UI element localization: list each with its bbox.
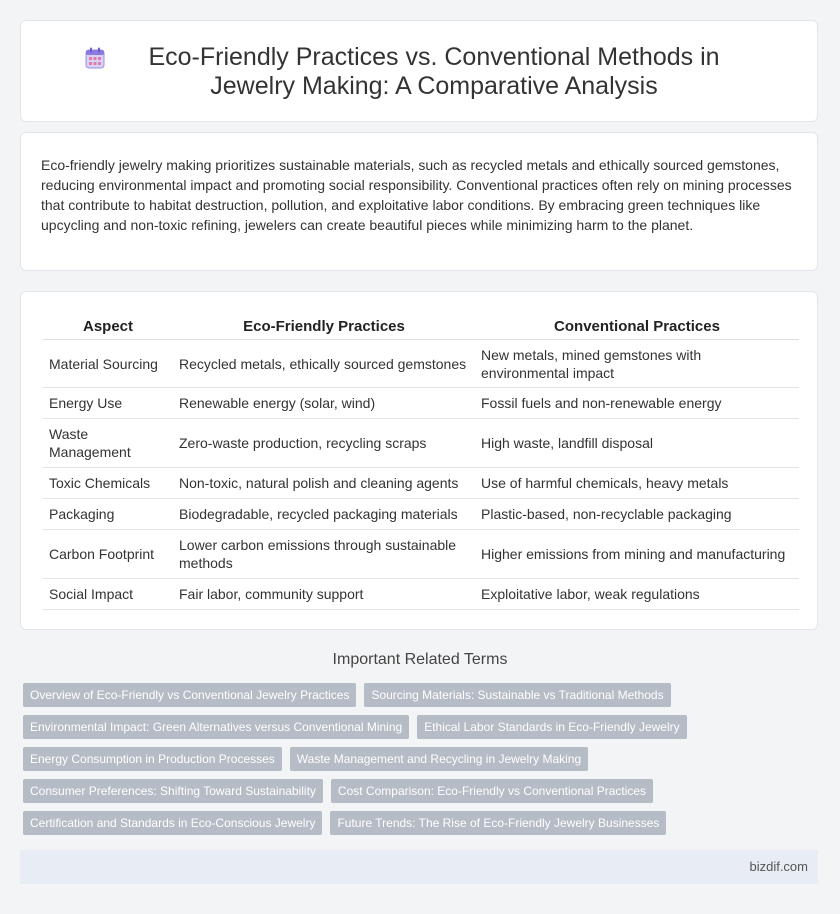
aspect-cell: Carbon Footprint [43,530,173,579]
related-term-tag[interactable]: Cost Comparison: Eco-Friendly vs Conventional Practices [331,779,653,803]
table-header-row [43,314,799,340]
header-aspect: Aspect [43,314,173,340]
eco-cell: Zero-waste production, recycling scraps [173,419,475,468]
conventional-cell: Higher emissions from mining and manufacturing [475,530,799,579]
related-term-tag[interactable]: Overview of Eco-Friendly vs Conventional Jewelry Practices [23,683,356,707]
site-credit-link[interactable]: bizdif.com [749,859,808,874]
table-row [43,499,799,530]
intro-card [20,132,818,271]
page-title: Eco-Friendly Practices vs. Conventional Methods in Jewelry Making: A Comparative Analysis [148,43,720,100]
aspect-cell: Material Sourcing [43,340,173,388]
comparison-card [20,291,818,630]
aspect-cell: Energy Use [43,388,173,419]
header-conventional: Conventional Practices [475,314,799,340]
aspect-cell: Waste Management [43,419,173,468]
comparison-table [43,314,799,610]
conventional-cell: Plastic-based, non-recyclable packaging [475,499,799,530]
aspect-cell: Packaging [43,499,173,530]
footer [20,850,818,884]
eco-cell: Recycled metals, ethically sourced gemstones [173,340,475,388]
eco-cell: Lower carbon emissions through sustainable methods [173,530,475,579]
table-row [43,530,799,579]
eco-cell: Renewable energy (solar, wind) [173,388,475,419]
related-term-tag[interactable]: Environmental Impact: Green Alternatives versus Conventional Mining [23,715,409,739]
related-term-tag[interactable]: Certification and Standards in Eco-Conscious Jewelry [23,811,322,835]
eco-cell: Fair labor, community support [173,579,475,610]
table-row [43,468,799,499]
related-term-tag[interactable]: Future Trends: The Rise of Eco-Friendly Jewelry Businesses [330,811,666,835]
aspect-cell: Toxic Chemicals [43,468,173,499]
related-term-tag[interactable]: Waste Management and Recycling in Jewelry Making [290,747,588,771]
intro-paragraph: Eco-friendly jewelry making prioritizes sustainable materials, such as recycled metals and ethically sourced gemstones, reducing environmental impact and promoting social responsibility. Conventional practices often rely on mining processes that contribute to habitat destruction, pollution, and exploitative labor conditions. By embracing green techniques like upcycling and non-toxic refining, jewelers can create beautiful pieces while minimizing harm to the planet. [41,157,792,233]
table-row [43,579,799,610]
header-eco: Eco-Friendly Practices [173,314,475,340]
conventional-cell: High waste, landfill disposal [475,419,799,468]
related-term-tag[interactable]: Energy Consumption in Production Processes [23,747,282,771]
table-row [43,388,799,419]
conventional-cell: New metals, mined gemstones with environmental impact [475,340,799,388]
related-terms-heading: Important Related Terms [332,651,508,668]
title-card [20,20,818,122]
related-term-tag[interactable]: Consumer Preferences: Shifting Toward Sustainability [23,779,323,803]
table-row [43,340,799,388]
conventional-cell: Fossil fuels and non-renewable energy [475,388,799,419]
conventional-cell: Use of harmful chemicals, heavy metals [475,468,799,499]
related-terms-list [23,683,743,843]
conventional-cell: Exploitative labor, weak regulations [475,579,799,610]
aspect-cell: Social Impact [43,579,173,610]
eco-cell: Non-toxic, natural polish and cleaning agents [173,468,475,499]
table-row [43,419,799,468]
related-term-tag[interactable]: Sourcing Materials: Sustainable vs Traditional Methods [364,683,670,707]
eco-cell: Biodegradable, recycled packaging materials [173,499,475,530]
related-term-tag[interactable]: Ethical Labor Standards in Eco-Friendly Jewelry [417,715,686,739]
